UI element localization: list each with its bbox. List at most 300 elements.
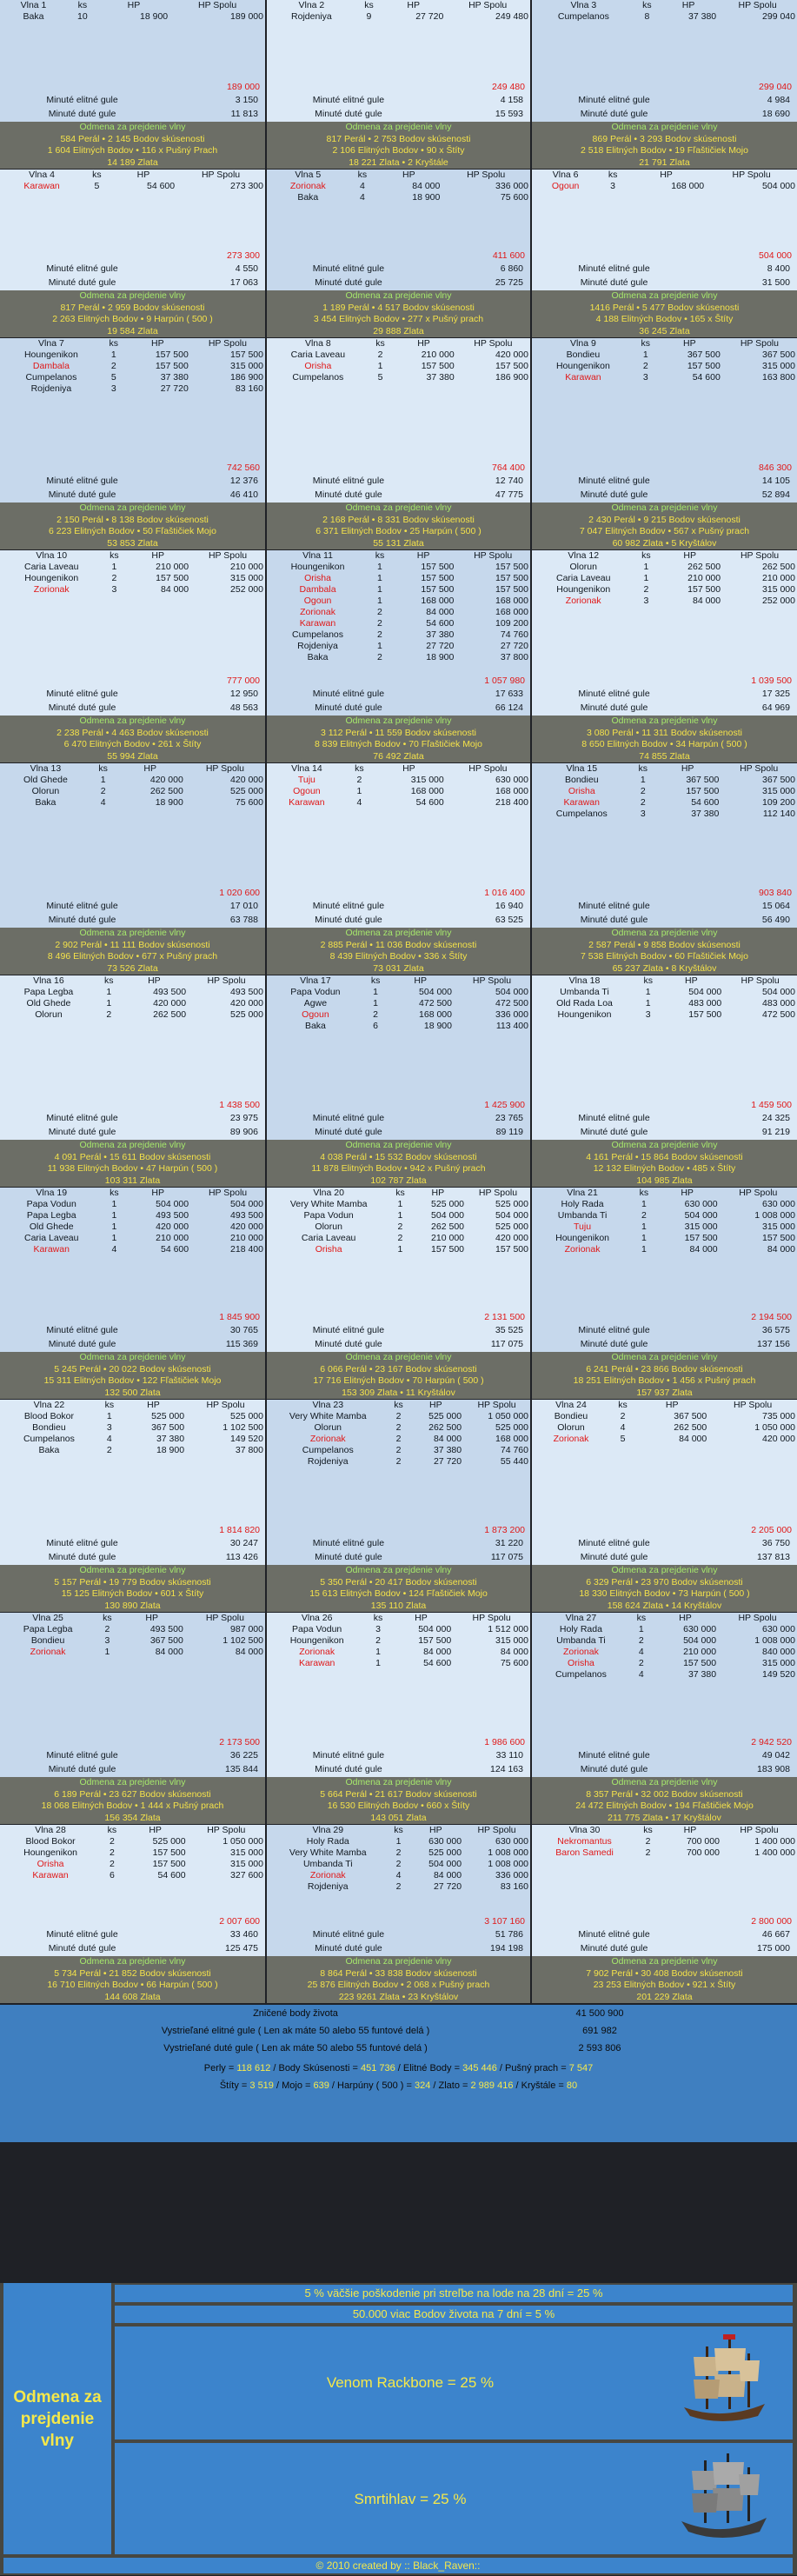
- hollow-shots-value: 113 426: [225, 1552, 258, 1562]
- wave-header-row: [0, 1825, 265, 1836]
- ship-hp: 84 000: [679, 1434, 707, 1444]
- ship-hp-total: 472 500: [762, 1009, 795, 1020]
- wave-row: [0, 1188, 797, 1399]
- col-hp: HP: [681, 763, 694, 774]
- ship-hp-total: 75 600: [500, 1658, 528, 1668]
- elite-shots-row: [0, 94, 265, 107]
- ship-hp: 168 000: [419, 1009, 452, 1020]
- elite-shots-label: Minuté elitné gule: [312, 263, 385, 274]
- ship-hp: 18 900: [156, 1445, 185, 1455]
- reward-line-3: 14 189 Zlata: [107, 156, 158, 168]
- elite-shots-label: Minuté elitné gule: [578, 1538, 650, 1548]
- ship-hp-total: 630 000: [495, 775, 528, 785]
- ship-name: Orisha: [567, 1658, 594, 1668]
- elite-shots-value: 15 064: [761, 901, 790, 911]
- ship-hp: 420 000: [156, 1221, 189, 1232]
- ship-row: [0, 1434, 265, 1445]
- ship-hp-total: 1 008 000: [754, 1635, 795, 1646]
- reward-line-1: 869 Perál • 3 293 Bodov skúsenosti: [592, 133, 737, 144]
- ship-hp-total: 157 500: [495, 573, 528, 583]
- reward-line-2: 2 106 Elitných Bodov • 90 x Štíty: [332, 145, 465, 156]
- ship-name: Papa Vodun: [292, 1624, 342, 1634]
- elite-shots-value: 14 105: [761, 476, 790, 486]
- hollow-shots-row: [267, 1338, 530, 1351]
- ship-row: [532, 809, 797, 820]
- ship-count: 4: [356, 797, 362, 808]
- ship-name: Bondieu: [30, 1635, 65, 1646]
- ship-name: Olorun: [35, 1009, 63, 1020]
- ship-hp-total: 55 440: [500, 1456, 528, 1467]
- ship-name: Old Ghede: [23, 775, 68, 785]
- col-ks: ks: [103, 1613, 112, 1623]
- ship-name: Ogoun: [551, 181, 580, 191]
- wave-header-row: [532, 1613, 797, 1624]
- wave-reward: [267, 928, 530, 975]
- hollow-shots-row: [267, 1126, 530, 1139]
- ship-hp: 210 000: [687, 573, 721, 583]
- reward-line-2: 6 470 Elitných Bodov • 261 x Štíty: [63, 739, 202, 749]
- reward-line-2: 15 311 Elitných Bodov • 122 Fľaštičiek Mojo: [43, 1375, 222, 1386]
- ship-row: [267, 372, 530, 383]
- ship-name: Zorionak: [309, 1870, 346, 1880]
- hollow-shots-row: [532, 1338, 797, 1351]
- hollow-shots-row: [0, 1551, 265, 1564]
- ship-count: 1: [641, 1199, 647, 1209]
- ship-name: Olorun: [31, 786, 60, 796]
- ship-count: 2: [641, 1210, 647, 1221]
- wave-ship-table: [532, 550, 797, 607]
- reward-line-3: 201 229 Zlata: [636, 1991, 693, 2002]
- hollow-shots-value: 183 908: [757, 1764, 790, 1774]
- col-hp-spolu: HP Spolu: [740, 550, 780, 561]
- wave-cell: [532, 550, 797, 762]
- elite-shots-value: 46 667: [761, 1929, 790, 1940]
- ship-hp-total: 189 000: [230, 11, 263, 22]
- wave-title: Vlna 11: [302, 550, 333, 561]
- ship-hp: 27 720: [426, 641, 455, 651]
- ship-hp: 504 000: [419, 987, 452, 997]
- reward-title: Odmena za prejdenie vlny: [345, 1140, 452, 1150]
- ship-row: [0, 1647, 265, 1658]
- elite-shots-label: Minuté elitné gule: [312, 95, 385, 105]
- ship-row: [0, 786, 265, 797]
- ship-name: Ogoun: [293, 786, 321, 796]
- wave-header-row: [0, 0, 265, 11]
- ship-hp: 504 000: [156, 1199, 189, 1209]
- ship-row: [0, 797, 265, 809]
- hollow-shots-value: 63 788: [229, 915, 258, 925]
- ship-name: Blood Bokor: [25, 1836, 76, 1847]
- ship-hp-total: 1 102 500: [222, 1635, 263, 1646]
- ship-hp-total: 1 050 000: [222, 1836, 263, 1847]
- reward-line-3: 55 994 Zlata: [107, 750, 158, 762]
- ship-hp: 37 380: [156, 1434, 185, 1444]
- ship-hp-total: 420 000: [230, 1221, 263, 1232]
- ship-row: [267, 786, 530, 797]
- ship-row: [0, 1859, 265, 1870]
- wave-reward: [0, 290, 265, 337]
- elite-shots-value: 4 984: [767, 95, 790, 105]
- ship-hp: 18 900: [155, 797, 183, 808]
- ship-row: [267, 629, 530, 641]
- wave-cell: [0, 0, 265, 169]
- reward-line-2: 12 132 Elitných Bodov • 485 x Štíty: [593, 1163, 736, 1174]
- wave-row: [0, 170, 797, 337]
- ship-hp-total: 420 000: [495, 1233, 528, 1243]
- ship-hp-total: 1 102 500: [222, 1422, 263, 1433]
- wave-header-row: [0, 1613, 265, 1624]
- hollow-shots-value: 117 075: [490, 1552, 523, 1562]
- ship-row: [0, 11, 265, 23]
- wave-title: Vlna 28: [35, 1825, 66, 1835]
- ship-name: Baka: [307, 652, 329, 662]
- wave-cell: [532, 338, 797, 549]
- ship-hp: 18 900: [423, 1021, 452, 1031]
- ship-count: 1: [111, 1233, 117, 1243]
- reward-title: Odmena za prejdenie vlny: [79, 1565, 186, 1575]
- ship-count: 1: [111, 562, 117, 572]
- wave-hp-total: 1 986 600: [484, 1737, 525, 1747]
- wave-reward: [532, 1956, 797, 2003]
- reward-line-1: 2 902 Perál • 11 111 Bodov skúsenosti: [55, 939, 210, 950]
- ship-count: 2: [395, 1445, 402, 1455]
- ship-hp-total: 504 000: [762, 181, 795, 191]
- wave-ship-table: [267, 0, 530, 23]
- wave-cell: [267, 1825, 530, 2003]
- ship-row: [0, 1635, 265, 1647]
- hollow-shots-row: [532, 276, 797, 290]
- ship-row: [267, 775, 530, 786]
- col-hp-spolu: HP Spolu: [472, 1613, 511, 1623]
- wave-cell: [267, 975, 530, 1187]
- hollow-shots-value: 137 813: [757, 1552, 790, 1562]
- wave-title: Vlna 14: [291, 763, 322, 774]
- col-hp-spolu: HP Spolu: [197, 0, 237, 10]
- perly-value: 118 612: [236, 2063, 271, 2073]
- hollow-shots-row: [267, 1551, 530, 1564]
- ship-hp-total: 149 520: [230, 1434, 263, 1444]
- elite-shots-row: [0, 1537, 265, 1550]
- ship-name: Houngenikon: [23, 349, 78, 360]
- ship-hp-total: 299 040: [762, 11, 795, 22]
- ship-name: Umbanda Ti: [560, 987, 609, 997]
- elitne-body-value: 345 446: [462, 2063, 497, 2073]
- ship-hp: 37 380: [426, 372, 455, 383]
- ship-count: 4: [100, 797, 106, 808]
- ship-hp: 157 500: [421, 562, 455, 572]
- elite-shots-row: [532, 1749, 797, 1762]
- ship-name: Baka: [35, 797, 56, 808]
- ship-row: [267, 562, 530, 573]
- wave-hp-total: 1 057 980: [484, 676, 525, 686]
- elite-shots-row: [0, 1749, 265, 1762]
- wave-title: Vlna 1: [20, 0, 47, 10]
- ship-hp: 525 000: [431, 1199, 465, 1209]
- ship-hp: 54 600: [692, 372, 721, 383]
- reward-title: Odmena za prejdenie vlny: [345, 716, 452, 726]
- reward-title: Odmena za prejdenie vlny: [345, 1565, 452, 1575]
- ship-row: [267, 607, 530, 618]
- ship-row: [267, 1847, 530, 1859]
- hollow-shots-label: Minuté duté gule: [580, 489, 648, 500]
- ship-row: [532, 372, 797, 383]
- ship-count: 5: [377, 372, 383, 383]
- elite-shots-label: Minuté elitné gule: [312, 689, 385, 699]
- wave-cell: [0, 763, 265, 975]
- wave-cell: [0, 975, 265, 1187]
- ship-hp: 262 500: [431, 1221, 465, 1232]
- ship-count: 4: [359, 192, 365, 203]
- hollow-shots-value: 48 563: [229, 702, 258, 713]
- ship-row: [267, 1635, 530, 1647]
- hollow-shots-row: [0, 1126, 265, 1139]
- ship-hp-total: 735 000: [762, 1411, 795, 1421]
- reward-line-3: 73 031 Zlata: [373, 962, 424, 974]
- ship-hp: 420 000: [149, 775, 183, 785]
- wave-header-row: [532, 1825, 797, 1836]
- col-hp-spolu: HP Spolu: [472, 975, 512, 986]
- wave-header-row: [532, 1188, 797, 1199]
- reward-line-3: 104 985 Zlata: [636, 1175, 693, 1186]
- hollow-shots-label: Minuté duté gule: [48, 1943, 116, 1954]
- ship-name: Bondieu: [32, 1422, 66, 1433]
- ship-hp-total: 630 000: [762, 1199, 795, 1209]
- reward-line-3: 223 9261 Zlata • 23 Kryštálov: [338, 1991, 459, 2002]
- wave-title: Vlna 24: [555, 1400, 587, 1410]
- hollow-shots-row: [532, 1942, 797, 1955]
- wave-hp-total: 1 425 900: [484, 1100, 525, 1110]
- reward-title: Odmena za prejdenie vlny: [79, 1956, 186, 1967]
- ship-hp: 472 500: [419, 998, 452, 1008]
- wave-hp-total: 903 840: [759, 888, 792, 898]
- col-hp-spolu: HP Spolu: [208, 550, 248, 561]
- ship-count: 1: [377, 596, 382, 606]
- ship-count: 3: [375, 1624, 381, 1634]
- hollow-shots-value: 89 119: [495, 1127, 523, 1137]
- elite-shots-label: Minuté elitné gule: [46, 1750, 118, 1761]
- ship-name: Umbanda Ti: [556, 1635, 606, 1646]
- ship-count: 1: [643, 573, 649, 583]
- col-hp: HP: [415, 1613, 428, 1623]
- elite-shots-row: [532, 900, 797, 913]
- hollow-shots-label: Minuté duté gule: [48, 277, 116, 288]
- elite-shots-value: 12 950: [229, 689, 258, 699]
- reward-line-3: 76 492 Zlata: [373, 750, 424, 762]
- ship-hp: 157 500: [684, 1233, 718, 1243]
- reward-line-1: 2 587 Perál • 9 858 Bodov skúsenosti: [588, 939, 741, 950]
- hollow-shots-value: 115 369: [225, 1339, 258, 1349]
- reward-section: [0, 2283, 797, 2575]
- wave-title: Vlna 19: [36, 1188, 68, 1198]
- reward-line-3: 53 853 Zlata: [107, 537, 158, 549]
- col-hp-spolu: HP Spolu: [208, 1188, 248, 1198]
- wave-reward: [267, 1352, 530, 1399]
- ship-name: Papa Vodun: [303, 1210, 354, 1221]
- elite-shots-label: Minuté elitné gule: [312, 1538, 385, 1548]
- reward-line-1: 5 664 Perál • 21 617 Bodov skúsenosti: [320, 1788, 477, 1800]
- ship-count: 2: [638, 1635, 644, 1646]
- ship-count: 4: [106, 1434, 112, 1444]
- ship-hp-total: 315 000: [762, 584, 795, 595]
- elite-shots-value: 36 225: [229, 1750, 258, 1761]
- col-hp-spolu: HP Spolu: [468, 0, 508, 10]
- col-ks: ks: [642, 0, 652, 10]
- reward-line-1: 5 734 Perál • 21 852 Bodov skúsenosti: [54, 1967, 211, 1979]
- wave-header-row: [532, 170, 797, 181]
- reward-line-1: 3 112 Perál • 11 559 Bodov skúsenosti: [321, 727, 476, 738]
- ship-hp: 84 000: [412, 181, 441, 191]
- ship-hp: 367 500: [151, 1422, 185, 1433]
- ship-name: Houngenikon: [555, 1233, 609, 1243]
- ship-hp: 168 000: [671, 181, 705, 191]
- col-hp: HP: [431, 1188, 445, 1198]
- ship-row: [532, 361, 797, 372]
- col-ks: ks: [77, 0, 88, 10]
- ship-hp-total: 157 500: [495, 361, 528, 371]
- ship-hp-total: 157 500: [495, 1244, 528, 1255]
- elite-shots-row: [0, 688, 265, 701]
- ship-hp-total: 525 000: [230, 786, 263, 796]
- reward-line-1: 2 885 Perál • 11 036 Bodov skúsenosti: [320, 939, 477, 950]
- hollow-shots-value: 117 075: [490, 1339, 523, 1349]
- ship-count: 1: [640, 775, 646, 785]
- hollow-shots-label: Minuté duté gule: [48, 1127, 116, 1137]
- ship-count: 1: [377, 361, 383, 371]
- wave-cell: [532, 1825, 797, 2003]
- ship-count: 1: [106, 1411, 112, 1421]
- hollow-shots-label: Minuté duté gule: [315, 915, 382, 925]
- ship-hp: 84 000: [433, 1870, 462, 1880]
- ship-hp: 504 000: [688, 987, 722, 997]
- elite-shots-row: [532, 94, 797, 107]
- stity-value: 3 519: [249, 2080, 274, 2091]
- reward-line-2: 11 878 Elitných Bodov • 942 x Pušný prach: [311, 1163, 486, 1174]
- reward-line-3: 158 624 Zlata • 14 Kryštálov: [607, 1600, 722, 1611]
- wave-ship-table: [267, 1825, 530, 1893]
- hollow-shots-row: [267, 1942, 530, 1955]
- wave-reward: [532, 1565, 797, 1612]
- col-hp-spolu: HP Spolu: [741, 975, 780, 986]
- zlato-label: / Zlato =: [430, 2080, 471, 2091]
- ship-hp-total: 252 000: [230, 584, 263, 595]
- ship-hp: 54 600: [157, 1870, 186, 1880]
- col-hp: HP: [428, 1400, 442, 1410]
- hollow-shots-row: [0, 1942, 265, 1955]
- col-hp-spolu: HP Spolu: [477, 1400, 516, 1410]
- ship-row: [0, 1199, 265, 1210]
- ship-count: 2: [638, 1658, 644, 1668]
- wave-cell: [532, 1613, 797, 1824]
- wave-hp-total: 2 194 500: [751, 1312, 792, 1322]
- ship-hp: 525 000: [428, 1411, 462, 1421]
- wave-header-row: [0, 1400, 265, 1411]
- ship-count: 3: [643, 596, 649, 606]
- col-hp: HP: [402, 170, 415, 180]
- ship-count: 2: [395, 1859, 402, 1869]
- ship-count: 1: [641, 1233, 647, 1243]
- ship-hp-total: 493 500: [230, 1210, 263, 1221]
- ship-name: Bondieu: [554, 1411, 588, 1421]
- reward-line-2: 1 604 Elitných Bodov • 116 x Pušný Prach: [47, 145, 218, 156]
- ship-hp: 54 600: [160, 1244, 189, 1255]
- ship-name: Baka: [297, 192, 319, 203]
- wave-reward: [532, 503, 797, 549]
- ship-row: [0, 1009, 265, 1021]
- harpun-value: 324: [414, 2080, 431, 2091]
- elite-shots-value: 17 325: [761, 689, 790, 699]
- hollow-shots-label: Minuté duté gule: [315, 277, 382, 288]
- col-ks: ks: [375, 338, 385, 349]
- col-ks: ks: [608, 170, 618, 180]
- wave-reward: [532, 290, 797, 337]
- ship-row: [532, 1635, 797, 1647]
- elite-shots-value: 4 550: [235, 263, 258, 274]
- ship-row: [0, 775, 265, 786]
- reward-line-1: 4 038 Perál • 15 532 Bodov skúsenosti: [320, 1151, 477, 1162]
- ship-count: 1: [645, 987, 651, 997]
- ship-hp-total: 525 000: [230, 1411, 263, 1421]
- ship-hp-total: 163 800: [762, 372, 795, 383]
- wave-header-row: [267, 0, 530, 11]
- wave-header-row: [267, 1188, 530, 1199]
- ship-name: Old Rada Loa: [556, 998, 613, 1008]
- wave-header-row: [267, 1825, 530, 1836]
- col-ks: ks: [110, 1188, 119, 1198]
- reward-title: Odmena za prejdenie vlny: [79, 290, 186, 301]
- wave-title: Vlna 21: [567, 1188, 598, 1198]
- ship-hp-total: 84 000: [500, 1647, 528, 1657]
- hollow-shots-label: Minuté duté gule: [48, 489, 116, 500]
- reward-title: Odmena za prejdenie vlny: [345, 1777, 452, 1787]
- hollow-shots-row: [267, 108, 530, 121]
- wave-title: Vlna 10: [36, 550, 68, 561]
- ship-count: 2: [106, 1445, 112, 1455]
- ship-name: Orisha: [304, 573, 331, 583]
- wave-hp-total: 1 814 820: [219, 1525, 260, 1535]
- ship-hp-total: 504 000: [230, 1199, 263, 1209]
- hollow-shots-value: 64 969: [761, 702, 790, 713]
- ship-hp: 315 000: [410, 775, 444, 785]
- elite-shots-row: [0, 900, 265, 913]
- ship-hp-total: 252 000: [762, 596, 795, 606]
- ship-count: 1: [377, 573, 382, 583]
- ship-name: Caria Laveau: [556, 573, 611, 583]
- ship-hp-total: 1 008 000: [488, 1847, 528, 1858]
- ship-count: 2: [100, 786, 106, 796]
- hollow-shots-row: [0, 702, 265, 715]
- ship-hp: 210 000: [431, 1233, 465, 1243]
- ship-hp: 210 000: [683, 1647, 717, 1657]
- ship-row: [267, 1881, 530, 1893]
- ship-hp: 157 500: [421, 584, 455, 595]
- col-hp: HP: [143, 763, 156, 774]
- summary-elite-label: Vystrieľané elitné gule ( Len ak máte 50 alebo 55 funtové delá ): [161, 2026, 430, 2036]
- hollow-shots-value: 194 198: [490, 1943, 523, 1954]
- ship-hp: 493 500: [156, 1210, 189, 1221]
- wave-cell: [532, 170, 797, 337]
- ship-name: Papa Legba: [23, 1624, 73, 1634]
- reward-line-1: 5 350 Perál • 20 417 Bodov skúsenosti: [320, 1576, 477, 1588]
- elite-shots-label: Minuté elitné gule: [46, 476, 118, 486]
- hollow-shots-label: Minuté duté gule: [580, 109, 648, 119]
- ship-name: Orisha: [315, 1244, 342, 1255]
- wave-cell: [267, 1188, 530, 1399]
- reward-title: Odmena za prejdenie vlny: [79, 122, 186, 132]
- ship-hp-total: 315 000: [230, 1847, 263, 1858]
- hollow-shots-label: Minuté duté gule: [315, 1339, 382, 1349]
- hollow-shots-label: Minuté duté gule: [580, 915, 648, 925]
- ship-hp: 262 500: [674, 1422, 707, 1433]
